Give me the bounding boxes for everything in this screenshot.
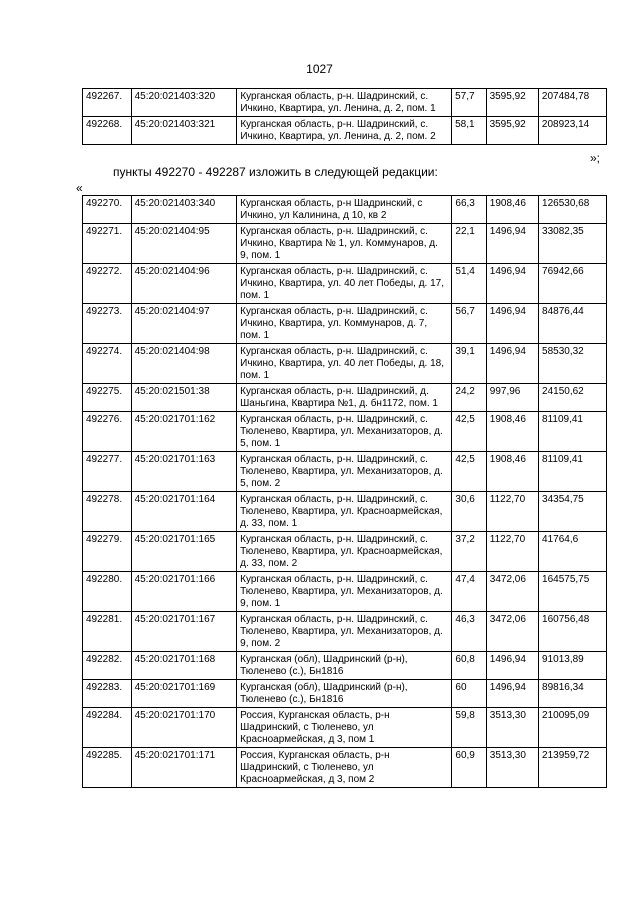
total-value-cell: 126530,68 [539,196,607,224]
area-cell: 58,1 [452,117,486,145]
total-value-cell: 164575,75 [539,572,607,612]
address-cell: Курганская область, р-н. Шадринский, с. Ичкино, Квартира, ул. 40 лет Победы, д. 17, пом. 1 [237,264,452,304]
address-cell: Россия, Курганская область, р-н Шадринский, с Тюленево, ул Красноармейская, д 3, пом 2 [237,748,452,788]
unit-price-cell: 3595,92 [486,89,538,117]
cadastral-number-cell: 45:20:021403:320 [131,89,237,117]
address-cell: Курганская область, р-н. Шадринский, с. Ичкино, Квартира, ул. Ленина, д. 2, пом. 2 [237,117,452,145]
table-row [83,224,607,264]
address-cell: Курганская область, р-н. Шадринский, с. Ичкино, Квартира, ул. Коммунаров, д. 7, пом. 1 [237,304,452,344]
cadastral-number-cell: 45:20:021404:98 [131,344,237,384]
table-row [83,680,607,708]
unit-price-cell: 1496,94 [486,224,538,264]
page-number: 1027 [306,62,333,76]
total-value-cell: 208923,14 [538,117,606,145]
property-table-main [82,195,607,788]
address-cell: Курганская область, р-н. Шадринский, с. Тюленево, Квартира, ул. Механизаторов, д. 5, пом. 2 [237,452,452,492]
total-value-cell: 33082,35 [539,224,607,264]
table-row [83,89,607,117]
address-cell: Курганская область, р-н. Шадринский, с. Ичкино, Квартира, ул. Ленина, д. 2, пом. 1 [237,89,452,117]
row-number-cell: 492272. [83,264,132,304]
address-cell: Курганская область, р-н. Шадринский, с. Тюленево, Квартира, ул. Механизаторов, д. 5, пом. 1 [237,412,452,452]
row-number-cell: 492273. [83,304,132,344]
cadastral-number-cell: 45:20:021701:167 [131,612,237,652]
closing-quote: »; [590,151,601,165]
address-cell: Россия, Курганская область, р-н Шадринский, с Тюленево, ул Красноармейская, д 3, пом 1 [237,708,452,748]
cadastral-number-cell: 45:20:021701:171 [131,748,237,788]
address-cell: Курганская (обл), Шадринский (р-н), Тюленево (с.), Бн1816 [237,652,452,680]
address-cell: Курганская область, р-н. Шадринский, с. Тюленево, Квартира, ул. Механизаторов, д. 9, пом. 1 [237,572,452,612]
row-number-cell: 492267. [83,89,132,117]
address-cell: Курганская область, р-н. Шадринский, с. Тюленево, Квартира, ул. Механизаторов, д. 9, пом. 2 [237,612,452,652]
row-number-cell: 492274. [83,344,132,384]
area-cell: 47,4 [452,572,486,612]
cadastral-number-cell: 45:20:021701:164 [131,492,237,532]
area-cell: 57,7 [452,89,486,117]
address-cell: Курганская область, р-н. Шадринский, с. Тюленево, Квартира, ул. Красноармейская, д. 33, пом. 2 [237,532,452,572]
unit-price-cell: 1122,70 [486,492,538,532]
area-cell: 60 [452,680,486,708]
total-value-cell: 76942,66 [539,264,607,304]
area-cell: 56,7 [452,304,486,344]
cadastral-number-cell: 45:20:021701:170 [131,708,237,748]
unit-price-cell: 1122,70 [486,532,538,572]
row-number-cell: 492271. [83,224,132,264]
row-number-cell: 492281. [83,612,132,652]
table-row [83,412,607,452]
area-cell: 42,5 [452,412,486,452]
unit-price-cell: 1908,46 [486,452,538,492]
table-row [83,452,607,492]
cadastral-number-cell: 45:20:021404:95 [131,224,237,264]
cadastral-number-cell: 45:20:021701:162 [131,412,237,452]
total-value-cell: 58530,32 [539,344,607,384]
total-value-cell: 91013,89 [539,652,607,680]
address-cell: Курганская (обл), Шадринский (р-н), Тюленево (с.), Бн1816 [237,680,452,708]
unit-price-cell: 1496,94 [486,264,538,304]
area-cell: 60,8 [452,652,486,680]
total-value-cell: 160756,48 [539,612,607,652]
area-cell: 46,3 [452,612,486,652]
property-table-top [82,88,607,145]
cadastral-number-cell: 45:20:021403:340 [131,196,237,224]
total-value-cell: 210095,09 [539,708,607,748]
unit-price-cell: 3472,06 [486,612,538,652]
instruction-text: пункты 492270 - 492287 изложить в следующей редакции: [113,165,438,179]
total-value-cell: 81109,41 [539,412,607,452]
table-row [83,196,607,224]
unit-price-cell: 3472,06 [486,572,538,612]
row-number-cell: 492282. [83,652,132,680]
cadastral-number-cell: 45:20:021701:168 [131,652,237,680]
table-row [83,384,607,412]
total-value-cell: 81109,41 [539,452,607,492]
address-cell: Курганская область, р-н Шадринский, с Ичкино, ул Калинина, д 10, кв 2 [237,196,452,224]
address-cell: Курганская область, р-н. Шадринский, с. Ичкино, Квартира № 1, ул. Коммунаров, д. 9, пом. 1 [237,224,452,264]
cadastral-number-cell: 45:20:021404:97 [131,304,237,344]
row-number-cell: 492278. [83,492,132,532]
total-value-cell: 207484,78 [538,89,606,117]
row-number-cell: 492284. [83,708,132,748]
area-cell: 66,3 [452,196,486,224]
row-number-cell: 492268. [83,117,132,145]
table-row [83,532,607,572]
total-value-cell: 213959,72 [539,748,607,788]
area-cell: 42,5 [452,452,486,492]
table-row [83,708,607,748]
row-number-cell: 492279. [83,532,132,572]
area-cell: 37,2 [452,532,486,572]
row-number-cell: 492280. [83,572,132,612]
row-number-cell: 492277. [83,452,132,492]
row-number-cell: 492283. [83,680,132,708]
unit-price-cell: 1908,46 [486,412,538,452]
table-row [83,748,607,788]
unit-price-cell: 1496,94 [486,344,538,384]
area-cell: 24,2 [452,384,486,412]
unit-price-cell: 1496,94 [486,304,538,344]
area-cell: 60,9 [452,748,486,788]
total-value-cell: 34354,75 [539,492,607,532]
opening-quote: « [76,181,83,195]
unit-price-cell: 1496,94 [486,680,538,708]
address-cell: Курганская область, р-н. Шадринский, д. Шаньгина, Квартира №1, д. бн1172, пом. 1 [237,384,452,412]
row-number-cell: 492270. [83,196,132,224]
unit-price-cell: 3513,30 [486,748,538,788]
cadastral-number-cell: 45:20:021701:166 [131,572,237,612]
cadastral-number-cell: 45:20:021403:321 [131,117,237,145]
row-number-cell: 492276. [83,412,132,452]
total-value-cell: 24150,62 [539,384,607,412]
cadastral-number-cell: 45:20:021701:163 [131,452,237,492]
total-value-cell: 41764,6 [539,532,607,572]
table-row [83,344,607,384]
total-value-cell: 84876,44 [539,304,607,344]
cadastral-number-cell: 45:20:021501:38 [131,384,237,412]
total-value-cell: 89816,34 [539,680,607,708]
unit-price-cell: 1908,46 [486,196,538,224]
unit-price-cell: 3595,92 [486,117,538,145]
area-cell: 22,1 [452,224,486,264]
area-cell: 51,4 [452,264,486,304]
table-row [83,652,607,680]
table-row [83,612,607,652]
table-row [83,264,607,304]
address-cell: Курганская область, р-н. Шадринский, с. Тюленево, Квартира, ул. Красноармейская, д. 33, пом. 1 [237,492,452,532]
cadastral-number-cell: 45:20:021404:96 [131,264,237,304]
row-number-cell: 492275. [83,384,132,412]
unit-price-cell: 997,96 [486,384,538,412]
cadastral-number-cell: 45:20:021701:169 [131,680,237,708]
area-cell: 59,8 [452,708,486,748]
area-cell: 39,1 [452,344,486,384]
area-cell: 30,6 [452,492,486,532]
unit-price-cell: 3513,30 [486,708,538,748]
table-row [83,572,607,612]
table-row [83,304,607,344]
table-row [83,117,607,145]
unit-price-cell: 1496,94 [486,652,538,680]
address-cell: Курганская область, р-н. Шадринский, с. Ичкино, Квартира, ул. 40 лет Победы, д. 18, пом. 1 [237,344,452,384]
table-row [83,492,607,532]
row-number-cell: 492285. [83,748,132,788]
cadastral-number-cell: 45:20:021701:165 [131,532,237,572]
